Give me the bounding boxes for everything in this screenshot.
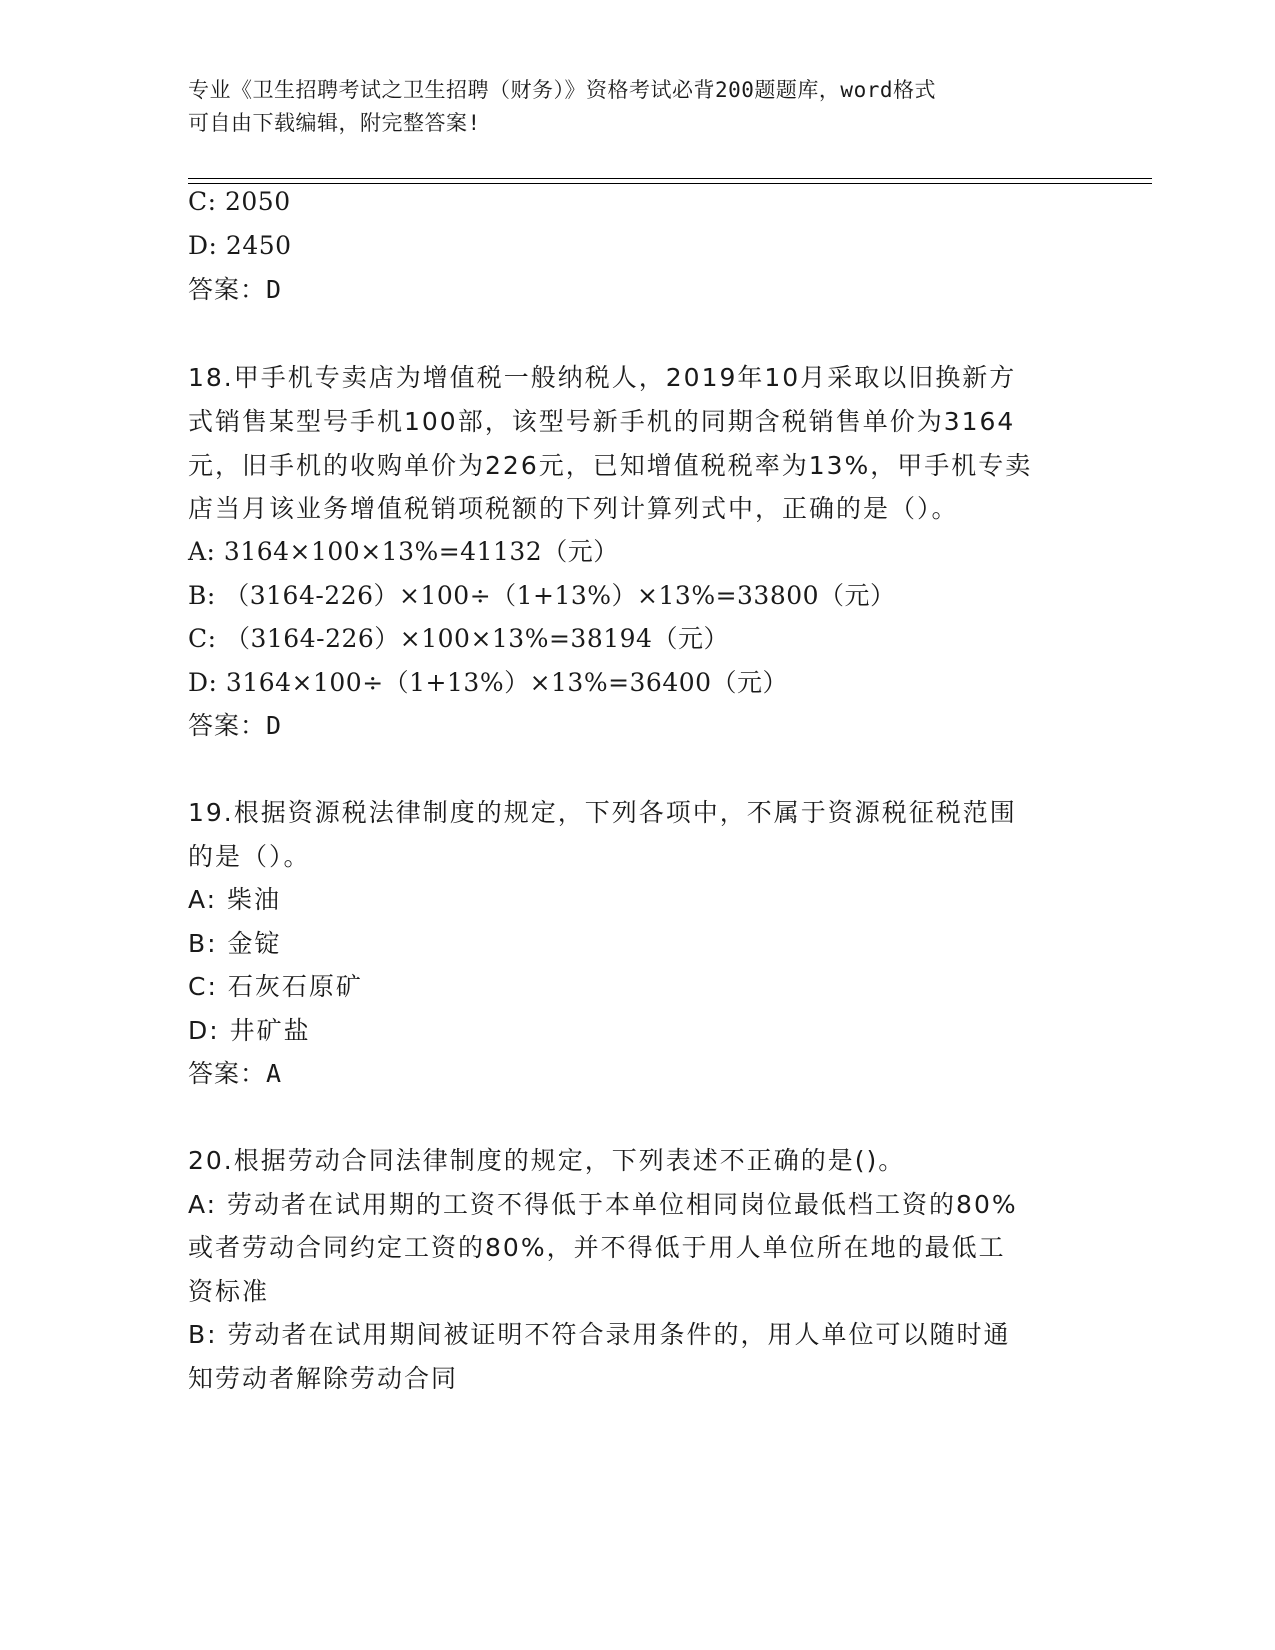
q17-option-c: C: 2050 bbox=[188, 187, 291, 216]
q20-option-b-line-2: 知劳动者解除劳动合同 bbox=[188, 1364, 459, 1393]
header-divider-top bbox=[188, 178, 1152, 179]
q18-stem-line-2: 式销售某型号手机100部，该型号新手机的同期含税销售单价为3164 bbox=[188, 407, 1016, 436]
q18-answer: 答案：D bbox=[188, 711, 283, 740]
q19-stem-line-1: 19.根据资源税法律制度的规定，下列各项中，不属于资源税征税范围 bbox=[188, 798, 1017, 827]
header-divider-bottom bbox=[188, 183, 1152, 184]
q19-option-c: C: 石灰石原矿 bbox=[188, 972, 363, 1001]
q18-option-a: A: 3164×100×13%=41132（元） bbox=[188, 537, 619, 566]
q19-option-d: D: 井矿盐 bbox=[188, 1016, 311, 1045]
q20-option-a-line-3: 资标准 bbox=[188, 1277, 270, 1306]
header-title-line-1: 专业《卫生招聘考试之卫生招聘（财务）》资格考试必背200题题库，word格式 bbox=[188, 78, 936, 102]
q18-option-b: B: （3164-226）×100÷（1+13%）×13%=33800（元） bbox=[188, 581, 896, 610]
q20-option-a-line-1: A: 劳动者在试用期的工资不得低于本单位相同岗位最低档工资的80% bbox=[188, 1190, 1018, 1219]
q19-stem-line-2: 的是（）。 bbox=[188, 842, 311, 871]
q19-option-b: B: 金锭 bbox=[188, 929, 282, 958]
q18-stem-line-1: 18.甲手机专卖店为增值税一般纳税人，2019年10月采取以旧换新方 bbox=[188, 363, 1017, 392]
q20-stem-line-1: 20.根据劳动合同法律制度的规定，下列表述不正确的是()。 bbox=[188, 1146, 906, 1175]
q17-option-d: D: 2450 bbox=[188, 231, 292, 260]
q18-option-d: D: 3164×100÷（1+13%）×13%=36400（元） bbox=[188, 668, 789, 697]
q20-option-b-line-1: B: 劳动者在试用期间被证明不符合录用条件的，用人单位可以随时通 bbox=[188, 1320, 1011, 1349]
document-header bbox=[188, 74, 1088, 140]
q18-stem-line-3: 元，旧手机的收购单价为226元，已知增值税税率为13%，甲手机专卖 bbox=[188, 451, 1033, 480]
q20-option-a-line-2: 或者劳动合同约定工资的80%，并不得低于用人单位所在地的最低工 bbox=[188, 1233, 1006, 1262]
q17-answer: 答案：D bbox=[188, 275, 283, 304]
q18-stem-line-4: 店当月该业务增值税销项税额的下列计算列式中，正确的是（）。 bbox=[188, 494, 959, 523]
q19-option-a: A: 柴油 bbox=[188, 885, 282, 914]
q19-answer: 答案：A bbox=[188, 1059, 283, 1088]
q18-option-c: C: （3164-226）×100×13%=38194（元） bbox=[188, 624, 729, 653]
header-title-line-2: 可自由下载编辑，附完整答案! bbox=[188, 111, 481, 135]
